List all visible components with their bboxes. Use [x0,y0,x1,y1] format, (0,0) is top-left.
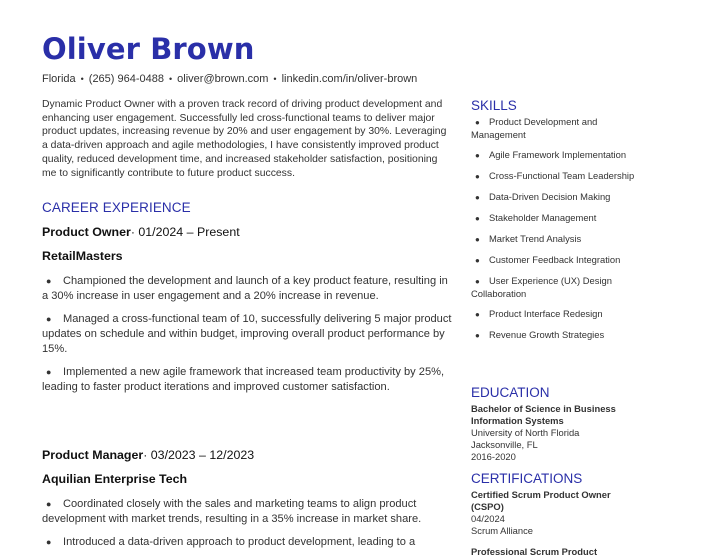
job-title-line [42,225,454,239]
bullet-text: Championed the development and launch of a key product feature, resulting in a 30% increase in user engagement and a 20% increase in revenue. [42,275,448,302]
skill-item [471,149,646,162]
bullet-icon: ● [475,331,480,340]
job-bullets [42,497,454,550]
bullet-text: Managed a cross-functional team of 10, successfully delivering 5 major product updates on schedule and within budget, improving overall product performance by 15%. [42,313,452,355]
bullet-icon: ● [475,151,480,160]
skill-item [471,233,646,246]
skill-label: Product Development and Management [471,116,598,140]
contact-linkedin[interactable]: linkedin.com/in/oliver-brown [281,73,418,85]
skill-label: Agile Framework Implementation [489,149,627,160]
skill-label: Stakeholder Management [489,212,597,223]
job-dates: · 01/2024 – Present [130,225,240,239]
bullet-text: Coordinated closely with the sales and marketing teams to align product development with market trends, resulting in a 35% increase in market share. [42,498,422,525]
bullet-text: Implemented a new agile framework that increased team productivity by 25%, leading to faster product iterations and improved customer satisfaction. [42,366,445,393]
skill-item [471,212,646,225]
certification-date: 04/2024 [471,513,505,524]
skills-list [471,116,646,342]
contact-line [42,73,417,85]
skill-item [471,254,646,267]
bullet-icon: ● [475,172,480,181]
education-degree: Bachelor of Science in Business Information Systems [471,403,616,426]
skill-item [471,191,646,204]
skill-item [471,308,646,321]
bullet-icon: ● [46,537,52,547]
certification-issuer: Scrum Alliance [471,525,534,536]
candidate-name: Oliver Brown [42,32,255,66]
skill-item [471,329,646,342]
job-role: Product Manager [42,448,144,462]
skill-label: Data-Driven Decision Making [489,191,611,202]
skill-label: Product Interface Redesign [489,308,603,319]
bullet-icon: ● [46,367,52,377]
job-bullets [42,274,454,395]
education-school: University of North Florida [471,427,580,438]
certifications-section [471,471,646,558]
skill-item [471,170,646,183]
skill-item [471,116,646,141]
job-bullet [42,274,454,304]
job-company: RetailMasters [42,249,123,263]
skill-label: User Experience (UX) Design Collaboration [471,275,612,299]
experience-section [42,200,454,403]
skill-label: Market Trend Analysis [489,233,582,244]
job-bullet [42,365,454,395]
skills-section [471,98,646,350]
skills-heading: SKILLS [471,98,517,113]
education-location: Jacksonville, FL [471,439,538,450]
skill-label: Revenue Growth Strategies [489,329,605,340]
certification-item [471,489,646,537]
certification-name: Professional Scrum Product [471,546,598,557]
contact-phone[interactable]: (265) 964-0488 [88,73,165,85]
professional-summary: Dynamic Product Owner with a proven track record of driving product development and enhancing user engagement. Successfully led cross-functional teams to deliver major product updates, increasing revenue by 20% and user engagement by 30%. Leveraging a data-driven approach and agile methodologies, I have consistently improved product quality, reduced development time, and increased stakeholder satisfaction, positioning me to significantly contribute to future product success. [42,99,447,179]
contact-email[interactable]: oliver@brown.com [177,73,269,85]
bullet-icon: ● [475,214,480,223]
skill-label: Cross-Functional Team Leadership [489,170,635,181]
bullet-icon: ● [475,277,480,286]
education-years: 2016-2020 [471,451,516,462]
bullet-icon: ● [46,314,52,324]
job-bullet [42,312,454,357]
bullet-icon: ● [475,235,480,244]
education-heading: EDUCATION [471,385,550,400]
job-entry [42,448,454,558]
experience-heading: CAREER EXPERIENCE [42,200,191,215]
bullet-icon: ● [475,193,480,202]
job-dates: · 03/2023 – 12/2023 [143,448,255,462]
separator-dot: • [169,74,173,84]
bullet-text: Introduced a data-driven approach to product development, leading to a [63,536,416,548]
certifications-heading: CERTIFICATIONS [471,471,583,486]
job-title-line [42,448,454,462]
skill-item [471,275,646,300]
separator-dot: • [80,74,84,84]
skill-label: Customer Feedback Integration [489,254,621,265]
education-section [471,385,646,463]
bullet-icon: ● [46,276,52,286]
bullet-icon: ● [475,310,480,319]
bullet-icon: ● [475,256,480,265]
job-role: Product Owner [42,225,131,239]
job-bullet [42,535,454,550]
bullet-icon: ● [46,499,52,509]
certification-item [471,546,646,558]
bullet-icon: ● [475,118,480,127]
certification-name: Certified Scrum Product Owner (CSPO) [471,489,611,512]
contact-location: Florida [42,73,76,85]
separator-dot: • [273,74,277,84]
job-company: Aquilian Enterprise Tech [42,472,188,486]
job-bullet [42,497,454,527]
